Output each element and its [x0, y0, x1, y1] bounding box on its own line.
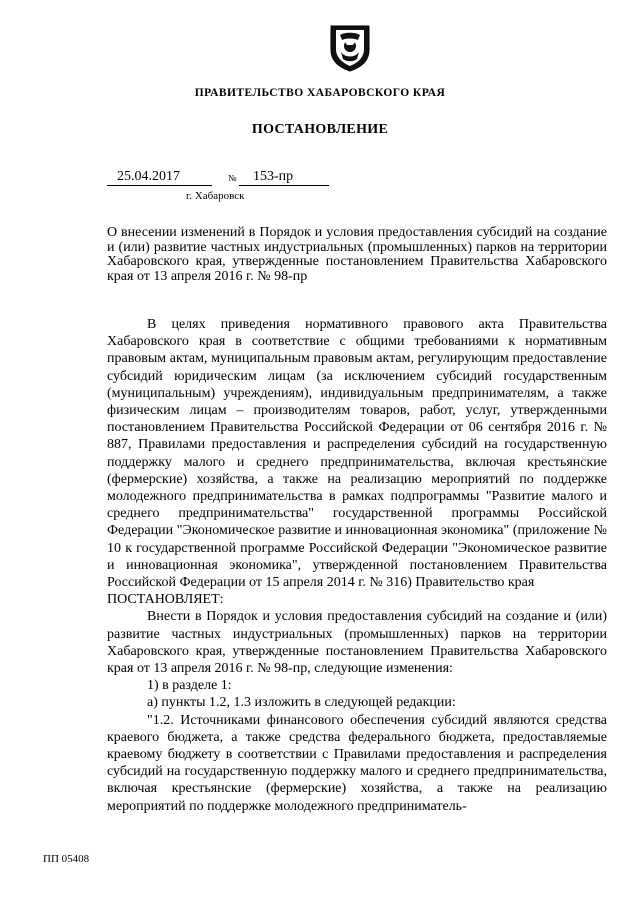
document-date: 25.04.2017 [107, 168, 212, 186]
government-title: ПРАВИТЕЛЬСТВО ХАБАРОВСКОГО КРАЯ [194, 87, 446, 99]
body-paragraph: "1.2. Источниками финансового обеспечения субсидий являются средства краевого бюджета, а также средства федерального бюджета, предоставляемые краевому бюджету в соответствии с Правилами предоставления и распределения субсидий на государственную поддержку малого и среднего предпринимательства, включая крестьянские (фермерские) хозяйства, а также на реализацию мероприятий по поддержке молодежного предприниматель- [107, 712, 607, 814]
coat-of-arms-icon [327, 22, 373, 72]
document-type-title: ПОСТАНОВЛЕНИЕ [251, 122, 389, 137]
document-body [107, 316, 607, 815]
preamble-paragraph: В целях приведения нормативного правового акта Правительства Хабаровского края в соответствие с общими требованиями к нормативным правовым актам, муниципальным правовым актам, регулирующим предоставление субсидий юридическим лицам (за исключением субсидий государственным (муниципальным) учреждениям), индивидуальным предпринимателям, а также физическим лицам – производителям товаров, работ, услуг, утвержденными постановлением Правительства Российской Федерации от 06 сентября 2016 г. № 887, Правилами предоставления и распределения субсидий на государственную поддержку малого и среднего предпринимательства, включая крестьянские (фермерские) хозяйства, а также на реализацию мероприятий по поддержке молодежного предпринимательства в рамках подпрограммы "Развитие малого и среднего предпринимательства" государственной программы Российской Федерации "Экономическое развитие и инновационная экономика" (приложение № 10 к государственной программе Российской Федерации "Экономическое развитие и инновационная экономика", утвержденной постановлением Правительства Российской Федерации от 15 апреля 2014 г. № 316) Правительство края [107, 317, 607, 591]
footer-code: ПП 05408 [43, 853, 90, 865]
body-paragraph: Внести в Порядок и условия предоставления субсидий на создание и (или) развитие частных индустриальных (промышленных) парков на территории Хабаровского края, утвержденные постановлением Правительства Хабаровского края от 13 апреля 2016 г. № 98-пр, следующие изменения: [107, 609, 607, 677]
document-subject: О внесении изменений в Порядок и условия предоставления субсидий на создание и (или) развитие частных индустриальных (промышленных) парков на территории Хабаровского края, утвержденные постановлением Правительства Хабаровского края от 13 апреля 2016 г. № 98-пр [107, 225, 607, 284]
number-sign: № [228, 173, 237, 183]
body-paragraph: а) пункты 1.2, 1.3 изложить в следующей редакции: [147, 695, 456, 711]
document-number: 153-пр [239, 168, 329, 186]
body-paragraph: 1) в разделе 1: [147, 678, 232, 694]
coat-of-arms-emblem [327, 22, 373, 72]
resolves-heading: ПОСТАНОВЛЯЕТ: [107, 592, 224, 608]
city: г. Хабаровск [186, 190, 245, 202]
